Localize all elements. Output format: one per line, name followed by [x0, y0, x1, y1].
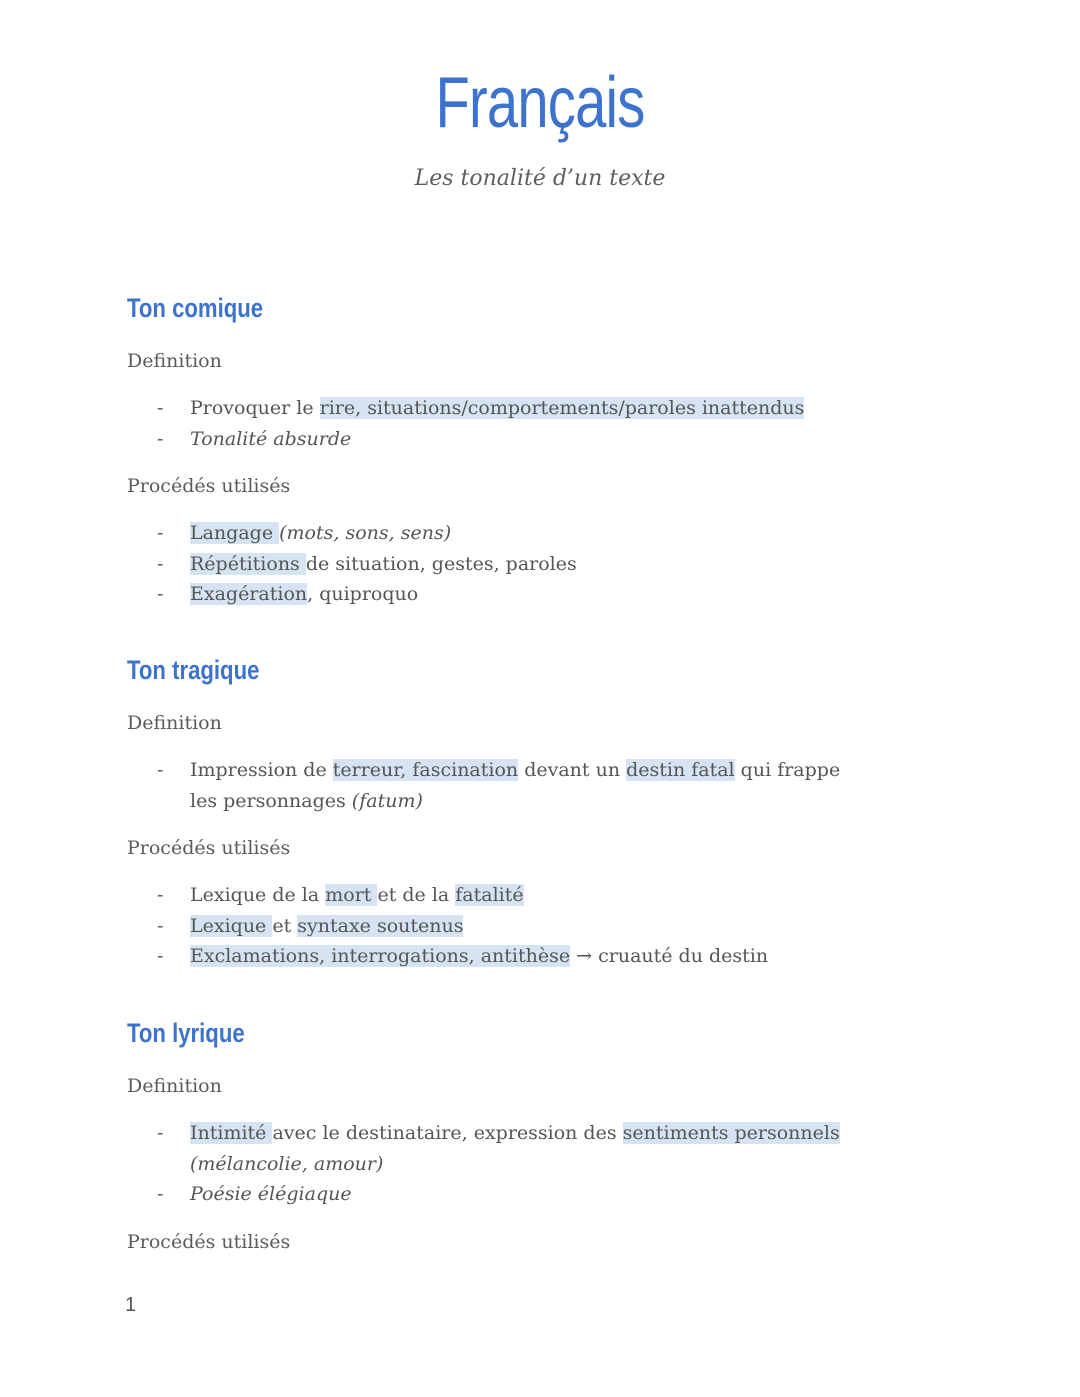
list-item: - Exclamations, interrogations, antithèse → cruauté du destin [127, 941, 957, 972]
section-tragique [127, 652, 957, 972]
definition-list [127, 1118, 957, 1210]
page-number: 1 [125, 1294, 137, 1316]
methods-list [127, 880, 957, 972]
definition-label: Definition [127, 712, 222, 734]
section-heading: Ton lyrique [127, 1018, 245, 1048]
definition-label: Definition [127, 1075, 222, 1097]
definition-list [127, 755, 957, 816]
list-item: - Exagération, quiproquo [127, 579, 957, 610]
list-item: - Impression de terreur, fascination devant un destin fatal qui frappe les personnages (fatum) [127, 755, 957, 816]
list-item: - Lexique et syntaxe soutenus [127, 911, 957, 942]
list-item: - Poésie élégiaque [127, 1179, 957, 1210]
methods-list [127, 518, 957, 610]
methods-label: Procédés utilisés [127, 837, 291, 859]
list-item: - Tonalité absurde [127, 424, 957, 455]
methods-label: Procédés utilisés [127, 1230, 291, 1253]
list-item: - Intimité avec le destinataire, expression des sentiments personnels (mélancolie, amour) [127, 1118, 957, 1179]
list-item: - Langage (mots, sons, sens) [127, 518, 957, 549]
section-comique [127, 290, 957, 610]
page-title: Français [435, 63, 645, 143]
list-item: - Lexique de la mort et de la fatalité [127, 880, 957, 911]
list-item: - Répétitions de situation, gestes, paroles [127, 549, 957, 580]
list-item: - Provoquer le rire, situations/comportements/paroles inattendus [127, 393, 957, 424]
section-lyrique [127, 1015, 957, 1257]
definition-label: Definition [127, 350, 222, 372]
page-subtitle: Les tonalité d’un texte [414, 166, 666, 191]
definition-list [127, 393, 957, 454]
section-heading: Ton tragique [127, 655, 260, 685]
methods-label: Procédés utilisés [127, 475, 291, 497]
section-heading: Ton comique [127, 293, 264, 323]
